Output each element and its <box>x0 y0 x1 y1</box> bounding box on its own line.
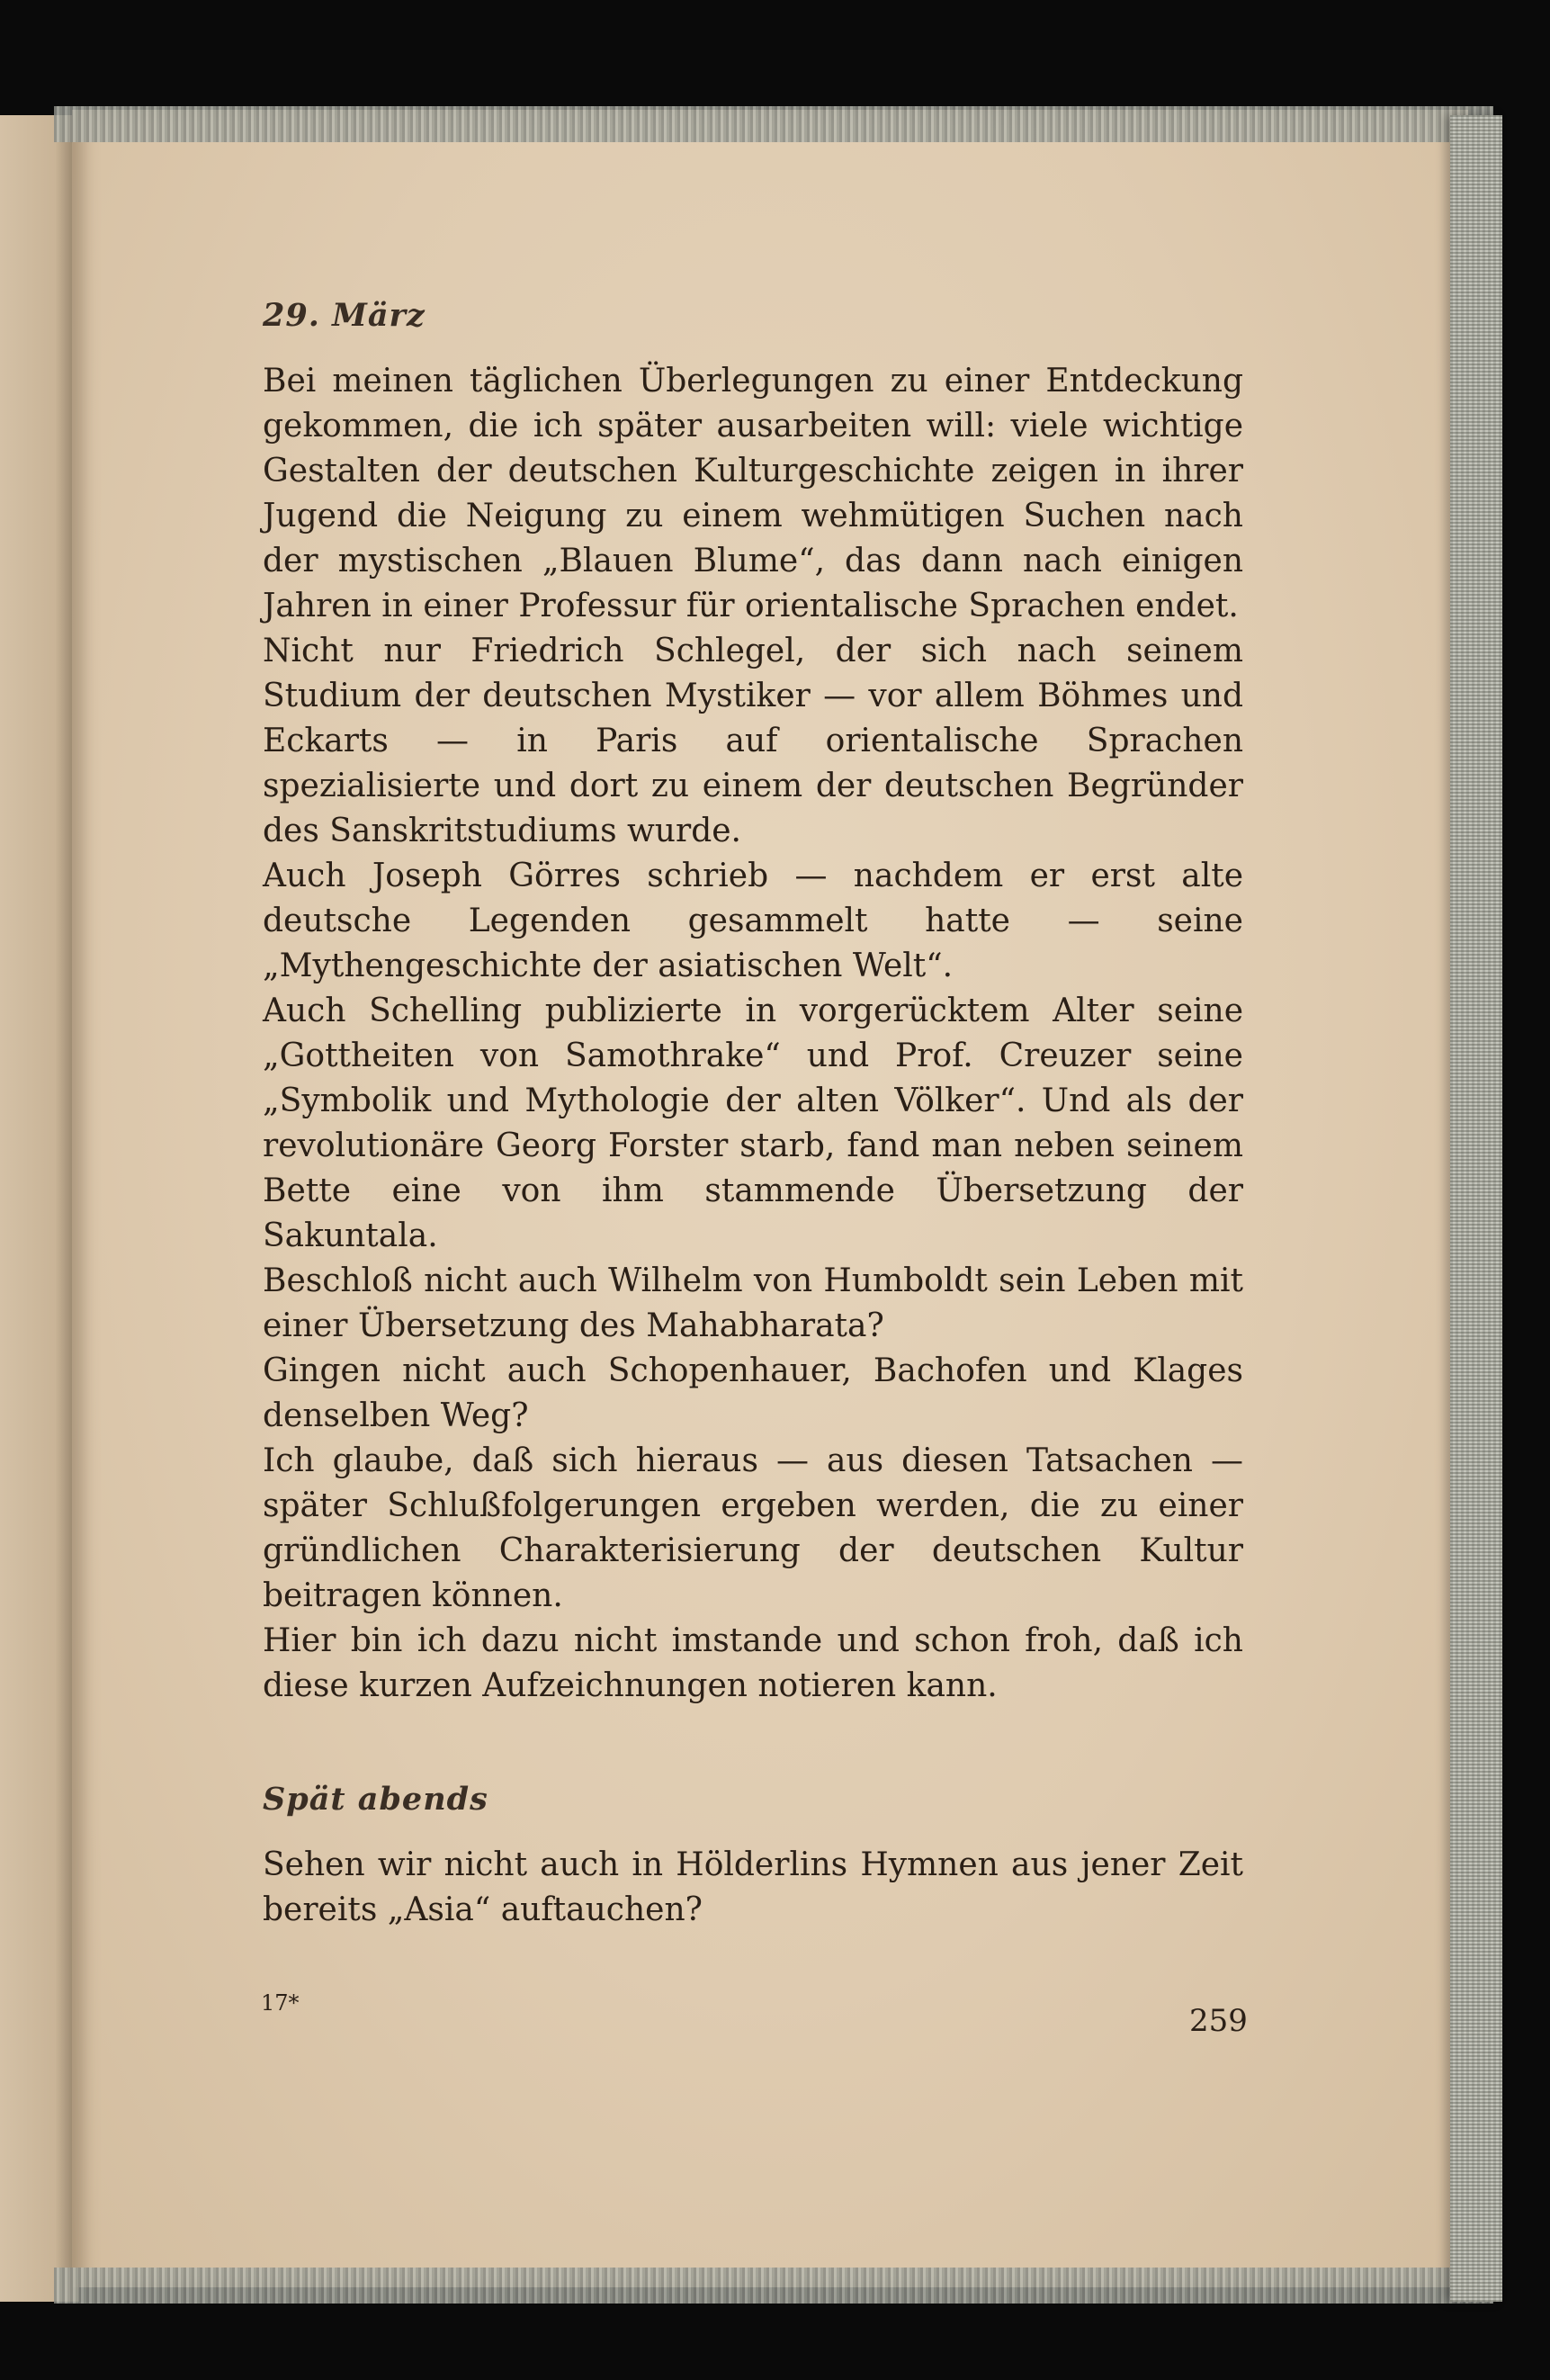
paragraph: Auch Joseph Görres schrieb — nachdem er erst alte deutsche Legenden gesammelt hatte — seine „Mythengeschichte der asiatischen Welt“. <box>263 858 1243 984</box>
left-page-edge <box>0 115 79 2302</box>
bottom-cloth-edge <box>54 2268 1493 2304</box>
page-text <box>263 297 1243 1933</box>
paragraph: Hier bin ich dazu nicht imstande und schon froh, daß ich diese kurzen Aufzeichnungen notieren kann. <box>263 1622 1243 1704</box>
top-cloth-edge <box>54 106 1493 142</box>
entry-heading-date: 29. März <box>263 297 426 334</box>
paragraph: Gingen nicht auch Schopenhauer, Bachofen und Klages denselben Weg? <box>263 1352 1243 1434</box>
paragraph: Ich glaube, daß sich hieraus — aus diesen Tatsachen — später Schlußfolgerungen ergeben werden, die zu einer gründlichen Charakterisierung der deutschen Kultur beitragen können. <box>263 1442 1243 1614</box>
paragraph: Sehen wir nicht auch in Hölderlins Hymnen aus jener Zeit bereits „Asia“ auftauchen? <box>263 1846 1243 1928</box>
paragraph: Nicht nur Friedrich Schlegel, der sich nach seinem Studium der deutschen Mystiker — vor allem Böhmes und Eckarts — in Paris auf orientalische Sprachen spezialisierte und dort zu einem der deutschen Begründer des Sanskritstudiums wurde. <box>263 633 1243 849</box>
section-spacer <box>263 1709 1243 1781</box>
page-number: 259 <box>1189 2003 1248 2039</box>
right-cover-board <box>1450 115 1502 2302</box>
paragraph: Beschloß nicht auch Wilhelm von Humboldt sein Leben mit einer Übersetzung des Mahabharata? <box>263 1262 1243 1344</box>
paragraph: Bei meinen täglichen Überlegungen zu einer Entdeckung gekommen, die ich später ausarbeiten will: viele wichtige Gestalten der deutschen Kulturgeschichte zeigen in ihrer Jugend die Neigung zu einem wehmütigen Suchen nach der mystischen „Blauen Blume“, das dann nach einigen Jahren in einer Professur für orientalische Sprachen endet. <box>263 363 1243 624</box>
entry-heading-evening: Spät abends <box>263 1781 488 1818</box>
signature-mark: 17* <box>261 1990 300 2016</box>
paragraph: Auch Schelling publizierte in vorgerücktem Alter seine „Gottheiten von Samothrake“ und Prof. Creuzer seine „Symbolik und Mythologie der alten Völker“. Und als der revolutionäre Georg Forster starb, fand man neben seinem Bette eine von ihm stammende Übersetzung der Sakuntala. <box>263 992 1243 1254</box>
